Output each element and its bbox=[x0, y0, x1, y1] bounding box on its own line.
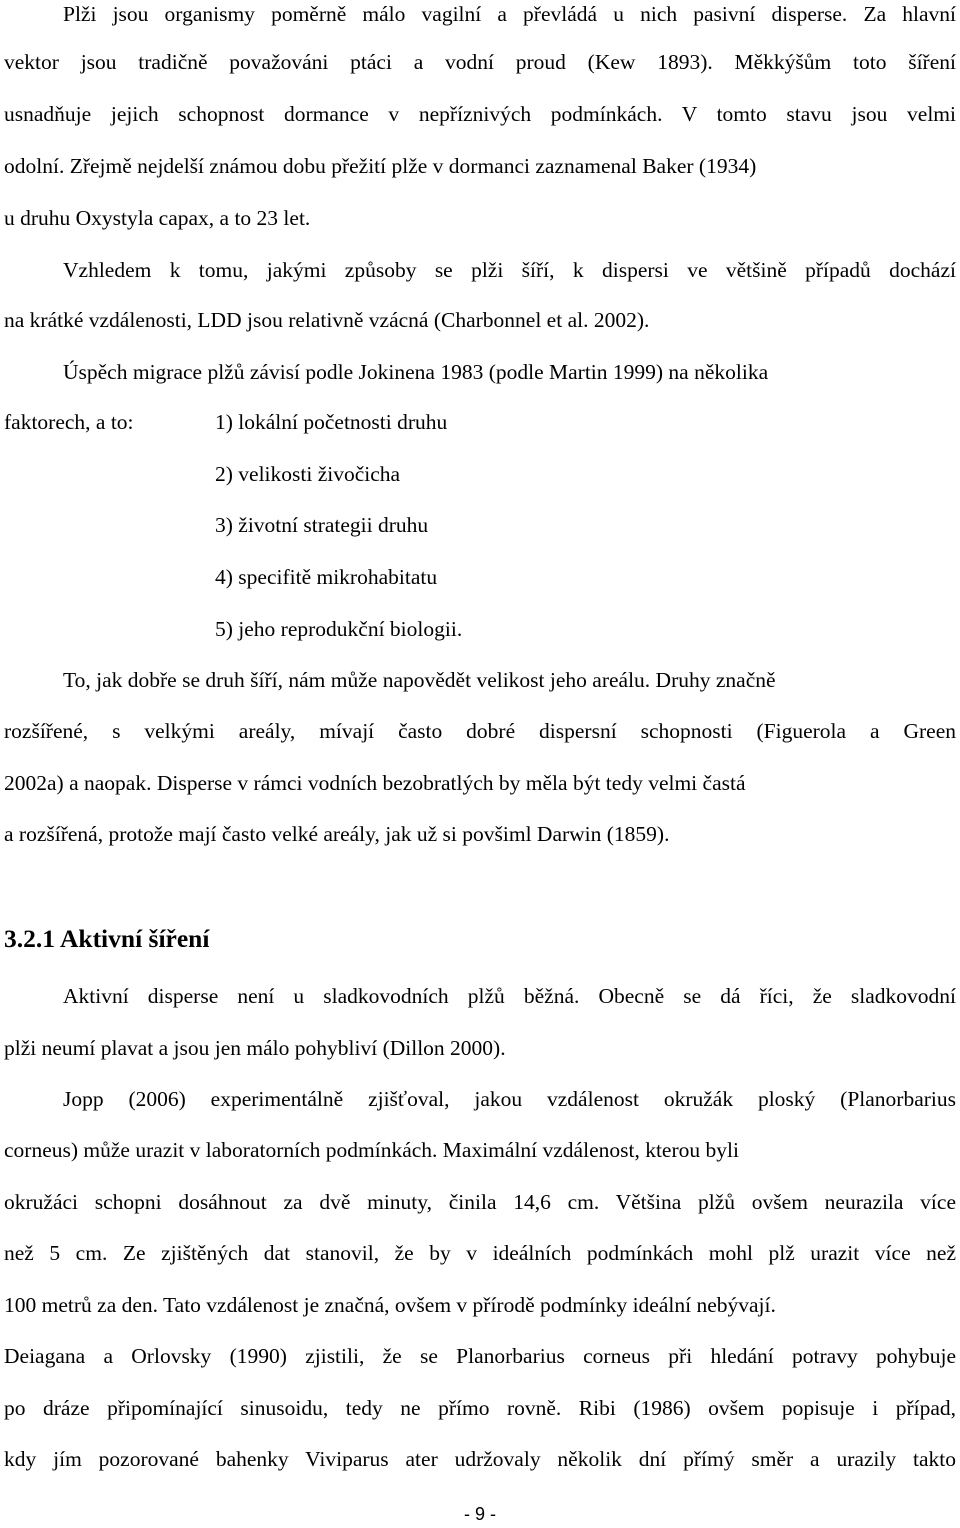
section-heading: 3.2.1 Aktivní šíření bbox=[4, 924, 210, 953]
paragraph-1-line-4: odolní. Zřejmě nejdelší známou dobu přežití plže v dormanci zaznamenal Baker (1934) bbox=[4, 154, 757, 178]
factor-list-lead: faktorech, a to: bbox=[4, 410, 134, 434]
section-paragraph-1-line-2: plži neumí plavat a jsou jen málo pohybliví (Dillon 2000). bbox=[4, 1036, 506, 1060]
section-paragraph-2-line-2: corneus) může urazit v laboratorních podmínkách. Maximální vzdálenost, kterou byli bbox=[4, 1138, 739, 1162]
section-paragraph-1-line-1: Aktivní disperse není u sladkovodních plžů běžná. Obecně se dá říci, že sladkovodní bbox=[63, 984, 956, 1008]
paragraph-1-line-3: usnadňuje jejich schopnost dormance v nepříznivých podmínkách. V tomto stavu jsou velmi bbox=[4, 102, 956, 126]
paragraph-2-line-1: Vzhledem k tomu, jakými způsoby se plži šíří, k dispersi ve většině případů dochází bbox=[63, 258, 956, 282]
paragraph-4-line-4: a rozšířená, protože mají často velké areály, jak už si povšiml Darwin (1859). bbox=[4, 822, 670, 846]
paragraph-1-line-1: Plži jsou organismy poměrně málo vagilní a převládá u nich pasivní disperse. Za hlavní bbox=[63, 2, 956, 26]
paragraph-1-line-5: u druhu Oxystyla capax, a to 23 let. bbox=[4, 206, 311, 230]
factor-item-4: 4) specifitě mikrohabitatu bbox=[215, 565, 438, 589]
factor-item-5: 5) jeho reprodukční biologii. bbox=[215, 617, 463, 641]
section-paragraph-2-line-5: 100 metrů za den. Tato vzdálenost je značná, ovšem v přírodě podmínky ideální nebývají. bbox=[4, 1293, 776, 1317]
paragraph-4-line-1: To, jak dobře se druh šíří, nám může napovědět velikost jeho areálu. Druhy značně bbox=[63, 668, 776, 692]
factor-item-2: 2) velikosti živočicha bbox=[215, 462, 401, 486]
factor-item-1: 1) lokální početnosti druhu bbox=[215, 410, 448, 434]
factor-item-3: 3) životní strategii druhu bbox=[215, 513, 429, 537]
section-paragraph-2-line-1: Jopp (2006) experimentálně zjišťoval, jakou vzdálenost okružák ploský (Planorbarius bbox=[63, 1087, 956, 1111]
paragraph-4-line-3: 2002a) a naopak. Disperse v rámci vodních bezobratlých by měla být tedy velmi častá bbox=[4, 771, 746, 795]
section-paragraph-2-line-3: okružáci schopni dosáhnout za dvě minuty, činila 14,6 cm. Většina plžů ovšem neurazila více bbox=[4, 1190, 956, 1214]
paragraph-2-line-2: na krátké vzdálenosti, LDD jsou relativně vzácná (Charbonnel et al. 2002). bbox=[4, 308, 650, 332]
section-paragraph-2-line-7: po dráze připomínající sinusoidu, tedy ne přímo rovně. Ribi (1986) ovšem popisuje i případ, bbox=[4, 1396, 956, 1420]
paragraph-4-line-2: rozšířené, s velkými areály, mívají často dobré dispersní schopnosti (Figuerola a Green bbox=[4, 719, 956, 743]
section-paragraph-2-line-6: Deiagana a Orlovsky (1990) zjistili, že se Planorbarius corneus při hledání potravy pohybuje bbox=[4, 1344, 956, 1368]
section-paragraph-2-line-4: než 5 cm. Ze zjištěných dat stanovil, že by v ideálních podmínkách mohl plž urazit více než bbox=[4, 1241, 956, 1265]
section-paragraph-2-line-8: kdy jím pozorované bahenky Viviparus ater udržovaly několik dní přímý směr a urazily takto bbox=[4, 1447, 956, 1471]
paragraph-3-line-1: Úspěch migrace plžů závisí podle Jokinena 1983 (podle Martin 1999) na několika bbox=[63, 360, 769, 384]
paragraph-1-line-2: vektor jsou tradičně považováni ptáci a vodní proud (Kew 1893). Měkkýšům toto šíření bbox=[4, 50, 956, 74]
page-number: - 9 - bbox=[463, 1504, 496, 1524]
